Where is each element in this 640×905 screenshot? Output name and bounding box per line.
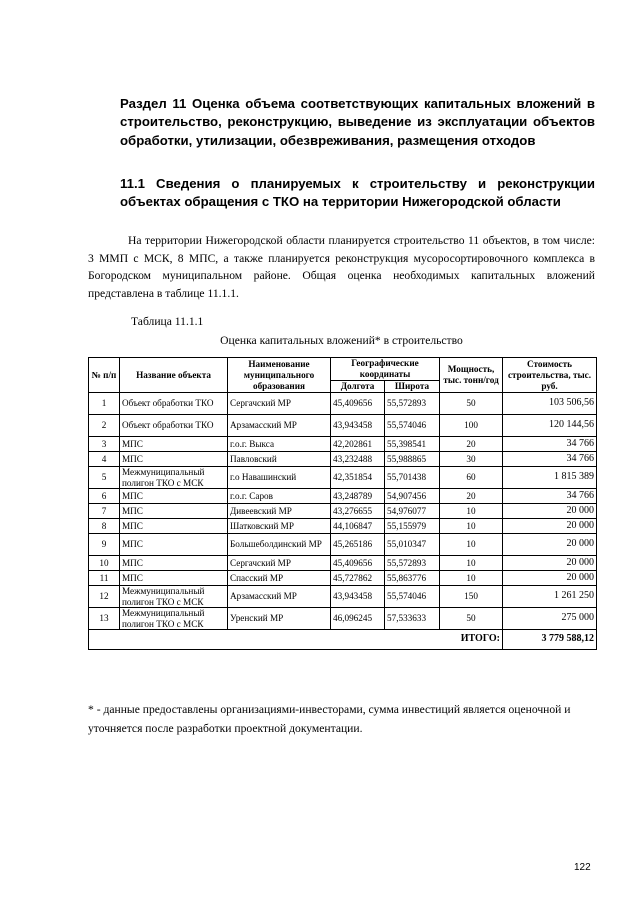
- cell-lat: 54,907456: [385, 489, 440, 504]
- cell-lat: 55,701438: [385, 467, 440, 489]
- cell-object: МПС: [120, 504, 228, 519]
- cell-num: 7: [89, 504, 120, 519]
- cell-lon: 45,727862: [331, 571, 385, 586]
- cell-municipality: Арзамасский МР: [228, 415, 331, 437]
- cell-municipality: Сергачский МР: [228, 556, 331, 571]
- cell-num: 3: [89, 437, 120, 452]
- cell-cost: 34 766: [503, 452, 597, 467]
- cell-lon: 43,943458: [331, 586, 385, 608]
- table-row: [89, 393, 597, 415]
- cell-municipality: г.о.г. Саров: [228, 489, 331, 504]
- footnote: * - данные предоставлены организациями-инвесторами, сумма инвестиций является оценочной и уточняется после разработки проектной документации.: [88, 703, 571, 735]
- cell-lon: 43,232488: [331, 452, 385, 467]
- table-row: [89, 586, 597, 608]
- cell-object: МПС: [120, 534, 228, 556]
- total-row: [89, 630, 597, 650]
- header-capacity: Мощность, тыс. тонн/год: [440, 358, 503, 393]
- cell-capacity: 60: [440, 467, 503, 489]
- cell-num: 12: [89, 586, 120, 608]
- cell-capacity: 150: [440, 586, 503, 608]
- cell-lon: 46,096245: [331, 608, 385, 630]
- cell-cost: 20 000: [503, 519, 597, 534]
- cell-object: МПС: [120, 556, 228, 571]
- cell-lon: 43,943458: [331, 415, 385, 437]
- header-municipality: Наименование муниципального образования: [228, 358, 331, 393]
- header-cost: Стоимость строительства, тыс. руб.: [503, 358, 597, 393]
- table-row: [89, 519, 597, 534]
- cell-municipality: Дивеевский МР: [228, 504, 331, 519]
- cell-object: Межмуниципальный полигон ТКО с МСК: [120, 467, 228, 489]
- table-row: [89, 437, 597, 452]
- cell-lon: 45,409656: [331, 393, 385, 415]
- cell-lat: 55,010347: [385, 534, 440, 556]
- cell-cost: 120 144,56: [503, 415, 597, 437]
- cell-num: 13: [89, 608, 120, 630]
- cell-lat: 57,533633: [385, 608, 440, 630]
- cell-cost: 20 000: [503, 504, 597, 519]
- cell-object: МПС: [120, 452, 228, 467]
- investment-table: [88, 357, 597, 650]
- cell-num: 2: [89, 415, 120, 437]
- cell-num: 4: [89, 452, 120, 467]
- table-row: [89, 489, 597, 504]
- cell-lat: 55,574046: [385, 586, 440, 608]
- cell-lat: 55,988865: [385, 452, 440, 467]
- cell-lon: 45,409656: [331, 556, 385, 571]
- cell-num: 10: [89, 556, 120, 571]
- cell-municipality: Павловский: [228, 452, 331, 467]
- cell-lat: 55,572893: [385, 556, 440, 571]
- table-body: [89, 393, 597, 630]
- cell-num: 9: [89, 534, 120, 556]
- cell-lat: 55,155979: [385, 519, 440, 534]
- cell-lon: 42,351854: [331, 467, 385, 489]
- cell-object: Объект обработки ТКО: [120, 415, 228, 437]
- cell-capacity: 20: [440, 489, 503, 504]
- cell-municipality: г.о.г. Выкса: [228, 437, 331, 452]
- cell-cost: 34 766: [503, 437, 597, 452]
- header-lat: Широта: [385, 381, 440, 393]
- cell-cost: 103 506,56: [503, 393, 597, 415]
- cell-capacity: 10: [440, 519, 503, 534]
- intro-paragraph: На территории Нижегородской области планируется строительство 11 объектов, в том числе: 3 ММП с МСК, 8 МПС, а также планируется реконструкция мусоросортировочного комплекса в Богородском муниципальном районе. Общая оценка необходимых капитальных вложений представлена в таблице 11.1.1.: [88, 234, 595, 300]
- cell-object: Межмуниципальный полигон ТКО с МСК: [120, 608, 228, 630]
- cell-capacity: 10: [440, 504, 503, 519]
- cell-municipality: г.о Навашинский: [228, 467, 331, 489]
- header-lon: Долгота: [331, 381, 385, 393]
- cell-lon: 44,106847: [331, 519, 385, 534]
- table-row: [89, 504, 597, 519]
- cell-num: 11: [89, 571, 120, 586]
- cell-municipality: Сергачский МР: [228, 393, 331, 415]
- cell-lon: 43,248789: [331, 489, 385, 504]
- page-number: 122: [574, 862, 591, 873]
- cell-lat: 54,976077: [385, 504, 440, 519]
- cell-num: 1: [89, 393, 120, 415]
- subsection-heading: 11.1 Сведения о планируемых к строительству и реконструкции объектах обращения с ТКО на территории Нижегородской области: [120, 176, 595, 210]
- cell-num: 5: [89, 467, 120, 489]
- cell-object: Межмуниципальный полигон ТКО с МСК: [120, 586, 228, 608]
- table-title: Оценка капитальных вложений* в строительство: [220, 334, 463, 347]
- cell-num: 6: [89, 489, 120, 504]
- cell-lon: 45,265186: [331, 534, 385, 556]
- table-row: [89, 556, 597, 571]
- cell-capacity: 10: [440, 534, 503, 556]
- cell-lat: 55,574046: [385, 415, 440, 437]
- header-object: Название объекта: [120, 358, 228, 393]
- table-row: [89, 608, 597, 630]
- header-coords: Географические координаты: [331, 358, 440, 381]
- cell-lon: 43,276655: [331, 504, 385, 519]
- cell-municipality: Спасский МР: [228, 571, 331, 586]
- total-label: ИТОГО:: [89, 630, 503, 650]
- cell-lat: 55,863776: [385, 571, 440, 586]
- cell-cost: 1 815 389: [503, 467, 597, 489]
- cell-cost: 1 261 250: [503, 586, 597, 608]
- cell-lat: 55,572893: [385, 393, 440, 415]
- table-row: [89, 571, 597, 586]
- table-row: [89, 534, 597, 556]
- cell-municipality: Большеболдинский МР: [228, 534, 331, 556]
- cell-lat: 55,398541: [385, 437, 440, 452]
- table-row: [89, 415, 597, 437]
- cell-lon: 42,202861: [331, 437, 385, 452]
- cell-cost: 275 000: [503, 608, 597, 630]
- header-num: № п/п: [89, 358, 120, 393]
- cell-capacity: 20: [440, 437, 503, 452]
- cell-cost: 20 000: [503, 556, 597, 571]
- cell-capacity: 50: [440, 393, 503, 415]
- cell-object: МПС: [120, 437, 228, 452]
- cell-cost: 34 766: [503, 489, 597, 504]
- cell-capacity: 100: [440, 415, 503, 437]
- cell-capacity: 10: [440, 571, 503, 586]
- cell-capacity: 10: [440, 556, 503, 571]
- table-caption: Таблица 11.1.1: [131, 315, 204, 328]
- cell-num: 8: [89, 519, 120, 534]
- section-heading: Раздел 11 Оценка объема соответствующих капитальных вложений в строительство, реконструкцию, выведение из эксплуатации объектов обработки, утилизации, обезвреживания, размещения отходов: [120, 96, 595, 148]
- total-value: 3 779 588,12: [503, 630, 597, 650]
- cell-capacity: 50: [440, 608, 503, 630]
- cell-municipality: Уренский МР: [228, 608, 331, 630]
- cell-cost: 20 000: [503, 534, 597, 556]
- table-row: [89, 452, 597, 467]
- table-row: [89, 467, 597, 489]
- cell-object: МПС: [120, 571, 228, 586]
- cell-object: МПС: [120, 489, 228, 504]
- cell-capacity: 30: [440, 452, 503, 467]
- cell-municipality: Арзамасский МР: [228, 586, 331, 608]
- cell-cost: 20 000: [503, 571, 597, 586]
- cell-object: МПС: [120, 519, 228, 534]
- cell-object: Объект обработки ТКО: [120, 393, 228, 415]
- cell-municipality: Шатковский МР: [228, 519, 331, 534]
